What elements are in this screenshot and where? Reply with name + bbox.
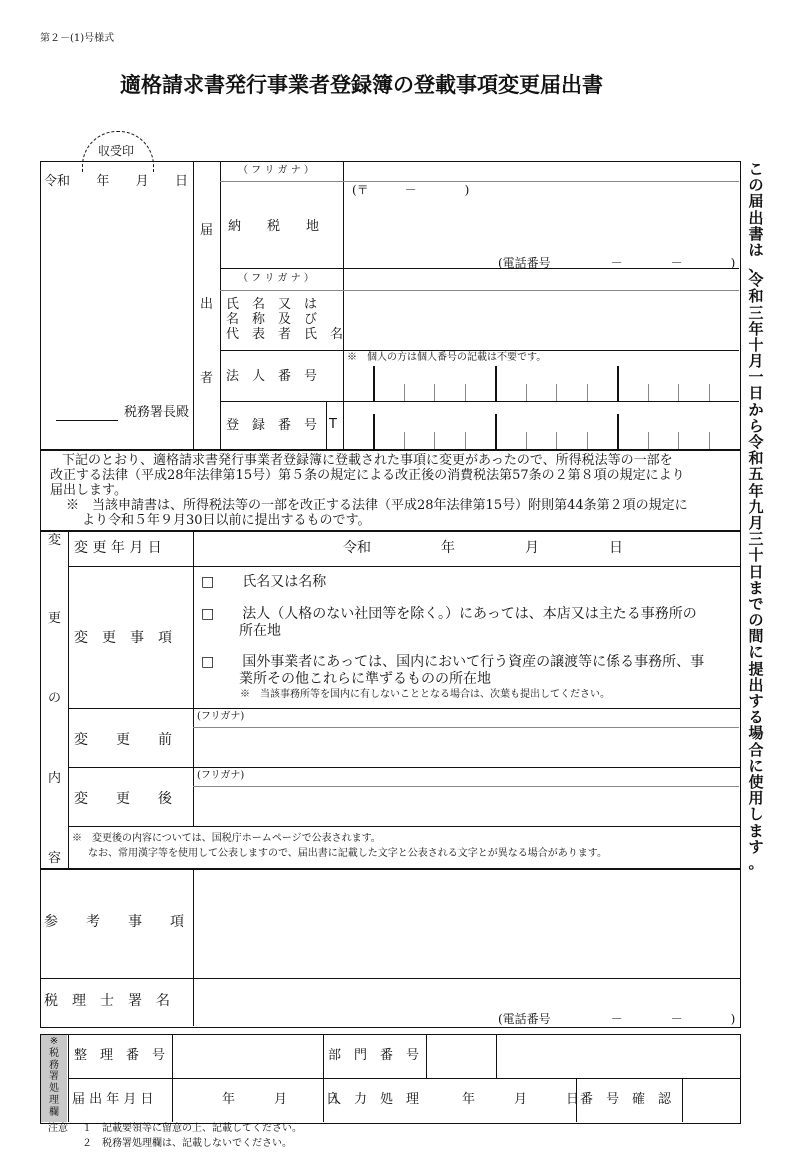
personal-number-note: ※ 個人の方は個人番号の記載は不要です。 [347, 352, 547, 363]
office-label-char: 理 [49, 1094, 59, 1106]
office-label-char: 務 [49, 1059, 59, 1071]
declaration-note-2: より令和５年９月30日以前に提出するものです。 [82, 513, 371, 528]
usage-note-char: 月 [748, 352, 764, 371]
registration-number-cells[interactable] [343, 412, 739, 449]
after-label: 変 更 後 [74, 791, 172, 807]
corporate-number-cells[interactable] [343, 364, 739, 401]
option-head-office-cont: 所在地 [239, 623, 281, 639]
option-foreign-office-checkbox[interactable]: □ 国外事業者にあっては、国内において行う資産の譲渡等に係る事務所、事 [201, 654, 705, 670]
option-foreign-office-cont: 業所その他これらに準ずるものの所在地 [239, 671, 491, 687]
declaration-note-1: ※ 当該申請書は、所得税法等の一部を改正する法律（平成28年法律第15号）附則第44条第２項の規定に [66, 498, 688, 513]
address-label: 納 税 地 [228, 219, 320, 234]
usage-note-char: 、 [748, 257, 764, 276]
remarks-label: 参 考 事 項 [44, 914, 184, 930]
usage-note-char: 間 [748, 627, 764, 646]
usage-note-char: ら [748, 416, 764, 435]
usage-note-char: 出 [748, 208, 764, 227]
office-nyuryoku-value: 年 月 日 [462, 1092, 580, 1107]
name-label-1: 氏 名 又 は [226, 297, 318, 312]
usage-note-char: 月 [748, 513, 764, 532]
usage-note-char: 令 [748, 271, 764, 290]
corporate-number-label: 法 人 番 号 [226, 369, 318, 384]
registration-prefix: T [329, 417, 337, 432]
applicant-label-1: 届 [200, 223, 214, 238]
usage-note-char: 提 [748, 659, 764, 678]
usage-note-char: 場 [748, 724, 764, 743]
address-furigana-label: （ フ リ ガ ナ ） [238, 165, 314, 176]
usage-note-char: 九 [748, 497, 764, 516]
page-title: 適格請求書発行事業者登録簿の登載事項変更届出書 [120, 73, 603, 97]
change-label-5: 容 [48, 851, 62, 866]
usage-note-char: に [748, 756, 764, 775]
usage-note-char: 和 [748, 287, 764, 306]
office-nyuryoku-label: 入 力 処 理 [328, 1092, 420, 1107]
usage-note-char: ま [748, 821, 764, 840]
name-label-2: 名 称 及 び [226, 312, 318, 327]
usage-note-char: 使 [748, 772, 764, 791]
office-label-char: 税 [49, 1047, 59, 1059]
after-furigana: (フリガナ) [197, 770, 245, 781]
usage-note-char: 五 [748, 465, 764, 484]
usage-note-char: 三 [748, 530, 764, 549]
office-label-char: 欄 [49, 1106, 59, 1118]
usage-note-char: す [748, 692, 764, 710]
office-todoke-value: 年 月 日 [222, 1092, 340, 1107]
usage-note-char: で [748, 594, 764, 613]
option-name-checkbox[interactable]: □ 氏名又は名称 [201, 574, 327, 590]
usage-note-char: 書 [748, 224, 764, 243]
usage-note-char: 日 [748, 384, 764, 403]
declaration-line-3: 届出します。 [50, 483, 127, 498]
usage-note-char: こ [748, 160, 764, 178]
accountant-phone[interactable]: (電話番号 － － ) [498, 1012, 736, 1026]
option-foreign-office-note: ※ 当該事務所等を国内に有しないこととなる場合は、次葉も提出してください。 [240, 689, 610, 700]
change-label-2: 更 [48, 611, 62, 626]
change-label-4: 内 [48, 771, 62, 786]
office-seiri-label: 整 理 番 号 [74, 1048, 166, 1063]
usage-note-char: ま [748, 578, 764, 597]
usage-note-char: の [748, 176, 764, 195]
usage-note-char: し [748, 805, 764, 824]
usage-note-char: は [748, 240, 764, 259]
tax-office-addressee: 税務署長殿 [124, 405, 190, 420]
usage-note-char: に [748, 643, 764, 662]
change-label-3: の [48, 691, 62, 706]
change-date-label: 変 更 年 月 日 [74, 540, 162, 556]
note-1: １ 記載要領等に留意の上、記載してください。 [82, 1123, 302, 1134]
usage-note-char: 合 [748, 740, 764, 759]
usage-note-char: 届 [748, 192, 764, 211]
usage-note-char: 令 [748, 433, 764, 451]
declaration-line-2: 改正する法律（平成28年法律第15号）第５条の規定による改正後の消費税法第57条の２第８項の規定により [50, 468, 685, 483]
usage-note-char: す [748, 837, 764, 856]
usage-note-char: 十 [748, 546, 764, 565]
notes-label: 注意 [48, 1123, 68, 1134]
usage-note-char: 一 [748, 368, 764, 387]
name-furigana-label: （ フ リ ガ ナ ） [238, 273, 314, 284]
change-label-1: 変 [48, 533, 62, 548]
after-input[interactable] [195, 788, 738, 825]
note-2: ２ 税務署処理欄は、記載しないでください。 [82, 1138, 292, 1149]
usage-note-char: 日 [748, 562, 764, 581]
usage-note-char: か [748, 400, 764, 419]
usage-note-char: る [748, 708, 764, 727]
usage-note-char: 。 [748, 853, 764, 872]
remarks-input[interactable] [195, 870, 738, 977]
applicant-label-3: 者 [200, 371, 214, 386]
usage-note-char: 年 [748, 481, 764, 500]
postal-code-field[interactable]: (〒 － ) [352, 183, 470, 197]
registration-number-label: 登 録 番 号 [226, 418, 318, 433]
applicant-label-2: 出 [200, 297, 214, 312]
usage-note-char: の [748, 611, 764, 630]
publication-note-2: なお、常用漢字等を使用して公表しますので、届出書に記載した文字と公表される文字とが異なる場合があります。 [88, 848, 607, 859]
usage-note-char: 出 [748, 675, 764, 694]
usage-note-char: 用 [748, 789, 764, 808]
usage-note-char: 十 [748, 335, 764, 354]
usage-note-char: 三 [748, 303, 764, 322]
office-kakunin-label: 番 号 確 認 [580, 1092, 672, 1107]
change-date-field[interactable]: 令和 年 月 日 [343, 540, 623, 556]
change-items-label: 変 更 事 項 [74, 630, 172, 646]
office-use-label [45, 1037, 63, 1120]
before-input[interactable] [195, 729, 738, 766]
accountant-signature-input[interactable] [195, 980, 738, 1010]
name-input[interactable] [345, 292, 737, 349]
phone-field[interactable]: (電話番号 － － ) [498, 256, 736, 270]
publication-note-1: ※ 変更後の内容については、国税庁ホームページで公表されます。 [72, 833, 381, 844]
usage-note-char: 年 [748, 319, 764, 338]
accountant-label: 税 理 士 署 名 [44, 993, 170, 1009]
before-furigana: (フリガナ) [197, 711, 245, 722]
declaration-line-1: 下記のとおり、適格請求書発行事業者登録簿に登載された事項に変更があったので、所得税法等の一部を [62, 453, 673, 468]
office-todoke-label: 届 出 年 月 日 [72, 1092, 154, 1107]
usage-note-char: 和 [748, 449, 764, 468]
office-label-char: ※ [49, 1036, 59, 1047]
before-label: 変 更 前 [74, 732, 172, 748]
office-bumon-label: 部 門 番 号 [328, 1048, 420, 1063]
name-label-3: 代 表 者 氏 名 [226, 327, 344, 342]
form-number: 第２－(1)号様式 [40, 33, 115, 44]
submission-date: 令和 年 月 日 [44, 174, 188, 189]
office-label-char: 署 [49, 1071, 59, 1083]
usage-period-note [745, 162, 767, 870]
office-label-char: 処 [49, 1083, 59, 1095]
receipt-stamp-label: 収受印 [98, 144, 135, 158]
option-head-office-checkbox[interactable]: □ 法人（人格のない社団等を除く。）にあっては、本店又は主たる事務所の [201, 606, 697, 622]
